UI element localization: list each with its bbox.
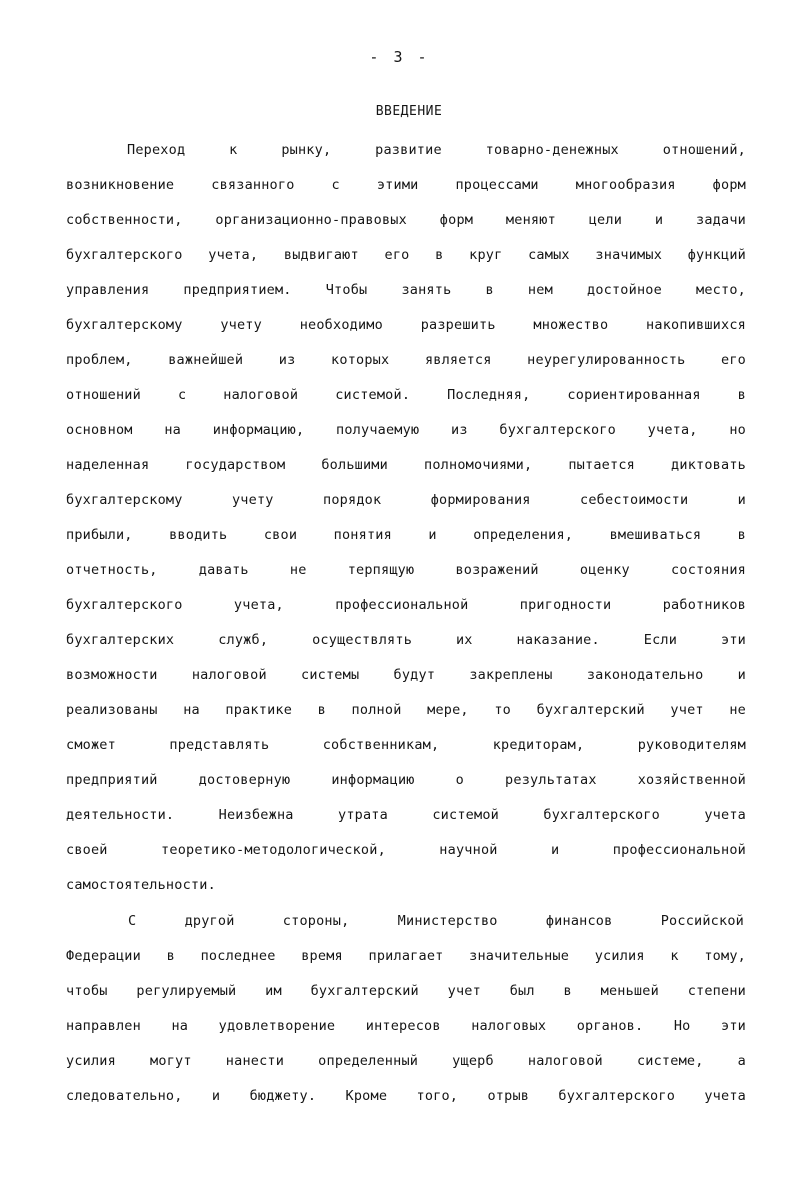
- text-line: сможет представлять собственникам, кредиторам, руководителям: [66, 737, 746, 753]
- text-line: реализованы на практике в полной мере, то бухгалтерский учет не: [66, 702, 746, 718]
- text-line: проблем, важнейшей из которых является неурегулированность его: [66, 352, 746, 368]
- text-line: деятельности. Неизбежна утрата системой бухгалтерского учета: [66, 807, 746, 823]
- text-line: чтобы регулируемый им бухгалтерский учет был в меньшей степени: [66, 983, 746, 999]
- text-line: собственности, организационно-правовых форм меняют цели и задачи: [66, 212, 746, 228]
- text-line: Переход к рынку, развитие товарно-денежных отношений,: [127, 142, 746, 158]
- text-line: возможности налоговой системы будут закреплены законодательно и: [66, 667, 746, 683]
- text-line: бухгалтерскому учету необходимо разрешить множество накопившихся: [66, 317, 746, 333]
- text-line: бухгалтерских служб, осуществлять их наказание. Если эти: [66, 632, 746, 648]
- text-line: бухгалтерского учета, профессиональной пригодности работников: [66, 597, 746, 613]
- text-line: отношений с налоговой системой. Последняя, сориентированная в: [66, 387, 746, 403]
- text-line: бухгалтерскому учету порядок формирования себестоимости и: [66, 492, 746, 508]
- text-line: самостоятельности.: [66, 877, 216, 893]
- text-line: С другой стороны, Министерство финансов Российской: [128, 913, 744, 929]
- text-line: своей теоретико-методологической, научной и профессиональной: [66, 842, 746, 858]
- text-line: бухгалтерского учета, выдвигают его в круг самых значимых функций: [66, 247, 746, 263]
- text-line: направлен на удовлетворение интересов налоговых органов. Но эти: [66, 1018, 746, 1034]
- text-line: управления предприятием. Чтобы занять в нем достойное место,: [66, 282, 746, 298]
- text-line: возникновение связанного с этими процессами многообразия форм: [66, 177, 746, 193]
- text-line: предприятий достоверную информацию о результатах хозяйственной: [66, 772, 746, 788]
- text-line: следовательно, и бюджету. Кроме того, отрыв бухгалтерского учета: [66, 1088, 746, 1104]
- text-line: Федерации в последнее время прилагает значительные усилия к тому,: [66, 948, 746, 964]
- text-line: отчетность, давать не терпящую возражений оценку состояния: [66, 562, 746, 578]
- text-line: усилия могут нанести определенный ущерб налоговой системе, а: [66, 1053, 746, 1069]
- text-line: наделенная государством большими полномочиями, пытается диктовать: [66, 457, 746, 473]
- text-line: прибыли, вводить свои понятия и определения, вмешиваться в: [66, 527, 746, 543]
- section-heading: ВВЕДЕНИЕ: [375, 104, 443, 119]
- text-line: основном на информацию, получаемую из бухгалтерского учета, но: [66, 422, 746, 438]
- page-number: - 3 -: [369, 48, 430, 66]
